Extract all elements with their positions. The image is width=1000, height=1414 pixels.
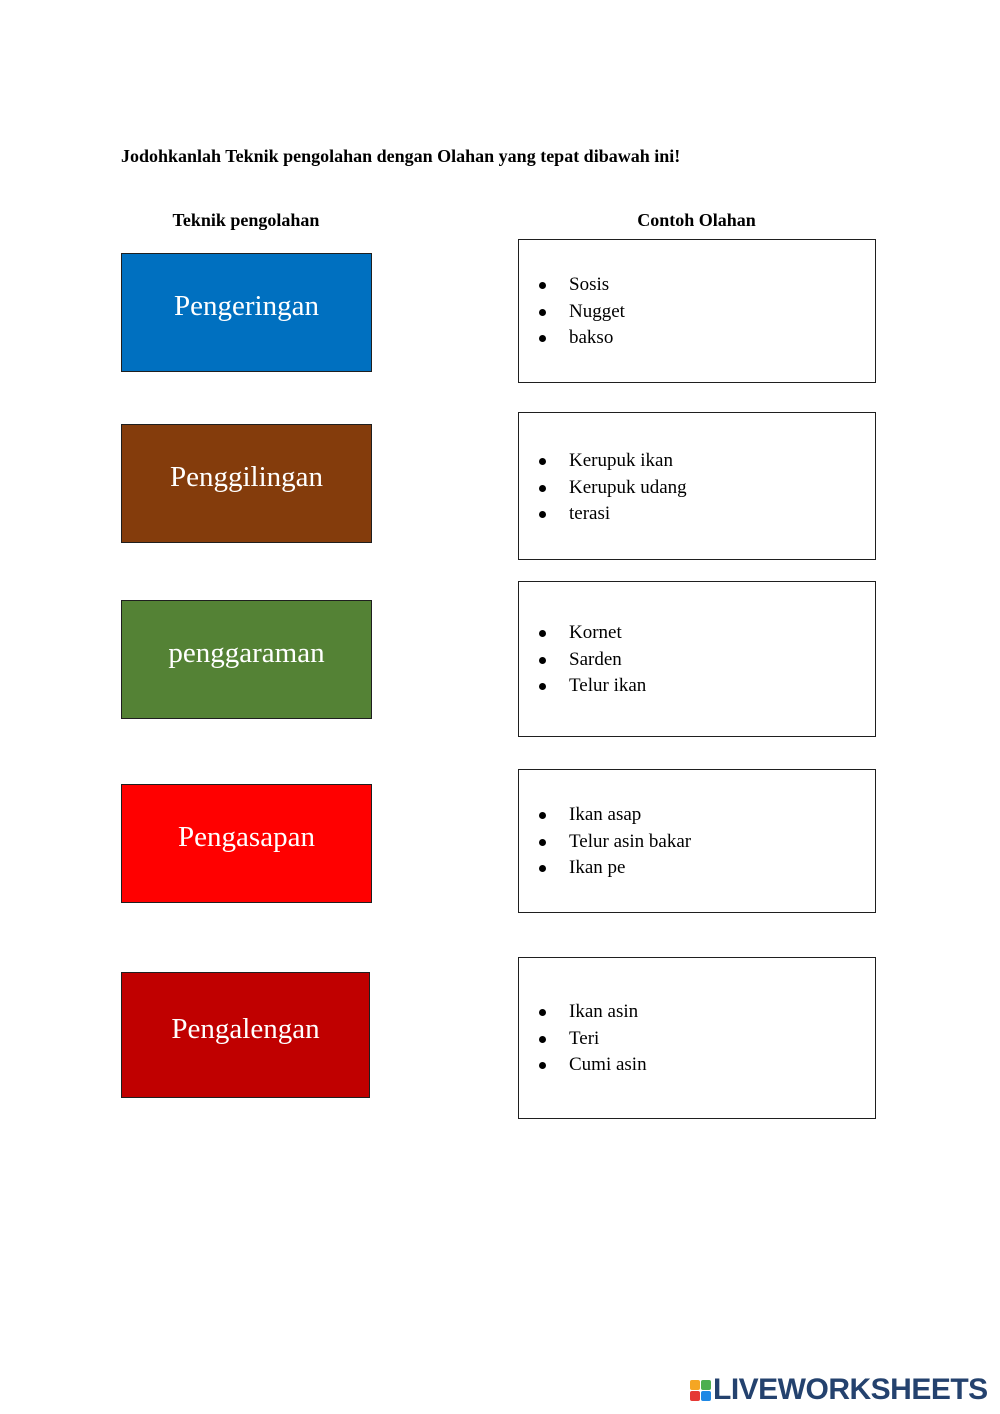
- header-contoh-olahan: Contoh Olahan: [637, 210, 756, 230]
- technique-box-pengeringan[interactable]: [121, 253, 372, 372]
- bullet-icon: [539, 309, 546, 316]
- technique-box-pengalengan[interactable]: [121, 972, 370, 1098]
- bullet-icon: [539, 812, 546, 819]
- technique-box-penggilingan[interactable]: [121, 424, 372, 543]
- bullet-icon: [539, 630, 546, 637]
- bullet-icon: [539, 282, 546, 289]
- list-item: Teri: [537, 1026, 647, 1053]
- logo-text: LIVEWORKSHEETS: [713, 1373, 988, 1406]
- bullet-icon: [539, 657, 546, 664]
- bullet-icon: [539, 865, 546, 872]
- bullet-icon: [539, 1036, 546, 1043]
- list-item: Ikan asin: [537, 999, 647, 1026]
- logo-mark-square: [690, 1380, 700, 1390]
- technique-label: penggaraman: [168, 637, 325, 669]
- list-item: Cumi asin: [537, 1052, 647, 1079]
- list-item: Telur ikan: [537, 673, 646, 700]
- technique-box-pengasapan[interactable]: [121, 784, 372, 903]
- list-item: bakso: [537, 325, 625, 352]
- example-list: [537, 272, 625, 352]
- list-item: Kerupuk ikan: [537, 448, 687, 475]
- bullet-icon: [539, 839, 546, 846]
- list-item: Kornet: [537, 620, 646, 647]
- liveworksheets-logo: [690, 1374, 988, 1406]
- list-item: Telur asin bakar: [537, 829, 691, 856]
- example-list: [537, 802, 691, 882]
- example-box-2[interactable]: [518, 412, 876, 560]
- technique-label: Pengeringan: [174, 290, 319, 322]
- list-item: Ikan asap: [537, 802, 691, 829]
- list-item: terasi: [537, 501, 687, 528]
- bullet-icon: [539, 458, 546, 465]
- instruction-text: Jodohkanlah Teknik pengolahan dengan Olahan yang tepat dibawah ini!: [121, 146, 681, 166]
- logo-mark-square: [690, 1391, 700, 1401]
- bullet-icon: [539, 485, 546, 492]
- bullet-icon: [539, 1062, 546, 1069]
- list-item: Kerupuk udang: [537, 475, 687, 502]
- bullet-icon: [539, 683, 546, 690]
- list-item: Sosis: [537, 272, 625, 299]
- bullet-icon: [539, 511, 546, 518]
- example-list: [537, 448, 687, 528]
- technique-box-penggaraman[interactable]: [121, 600, 372, 719]
- example-box-4[interactable]: [518, 769, 876, 913]
- header-teknik-pengolahan: Teknik pengolahan: [172, 210, 320, 230]
- logo-mark-icon: [690, 1380, 711, 1401]
- example-list: [537, 620, 646, 700]
- bullet-icon: [539, 335, 546, 342]
- technique-label: Penggilingan: [169, 461, 324, 493]
- list-item: Nugget: [537, 299, 625, 326]
- technique-label: Pengalengan: [171, 1012, 320, 1045]
- example-list: [537, 999, 647, 1079]
- technique-label: Pengasapan: [178, 821, 315, 853]
- list-item: Sarden: [537, 647, 646, 674]
- example-box-5[interactable]: [518, 957, 876, 1119]
- logo-mark-square: [701, 1380, 711, 1390]
- bullet-icon: [539, 1009, 546, 1016]
- example-box-3[interactable]: [518, 581, 876, 737]
- example-box-1[interactable]: [518, 239, 876, 383]
- logo-mark-square: [701, 1391, 711, 1401]
- list-item: Ikan pe: [537, 855, 691, 882]
